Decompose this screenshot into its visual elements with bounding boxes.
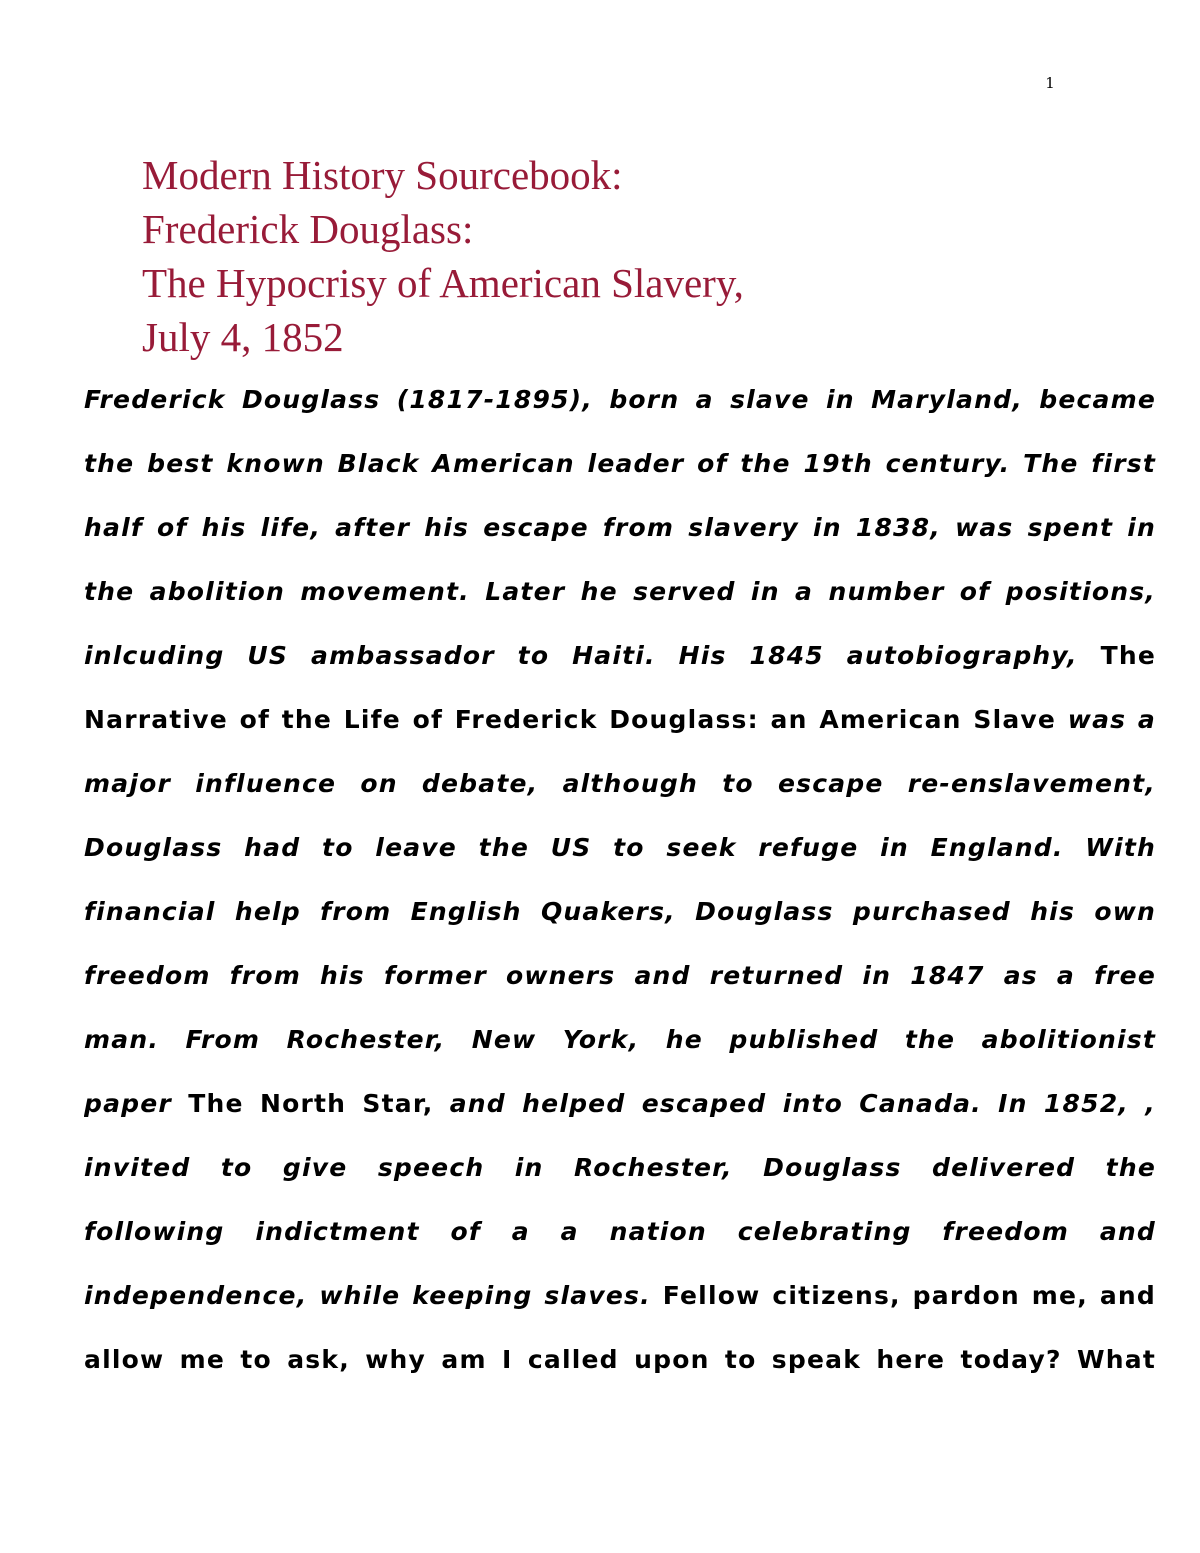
paragraph-line [84,1082,1156,1146]
upright-text: Narrative of the Life of Frederick Douglass: an American Slave [84,705,1057,734]
italic-text: man. From Rochester, New York, he published the abolitionist [84,1025,1156,1054]
intro-paragraph [84,378,1156,1402]
page-number: 1 [1045,74,1055,92]
italic-text: inlcuding US ambassador to Haiti. His 1845 autobiography, [84,641,1078,670]
italic-text: paper [84,1089,172,1118]
paragraph-line [84,698,1156,762]
paragraph-line [84,826,1156,890]
italic-text: Frederick Douglass (1817-1895), born a slave in Maryland, became [84,385,1156,414]
upright-text: The North Star, [171,1089,434,1118]
paragraph-line [84,378,1156,442]
italic-text: Douglass had to leave the US to seek refuge in England. With [84,833,1156,862]
italic-text: freedom from his former owners and returned in 1847 as a free [84,961,1156,990]
italic-text: the best known Black American leader of the 19th century. The first [84,449,1156,478]
upright-text: Fellow citizens, pardon me, and [650,1281,1156,1310]
paragraph-line [84,634,1156,698]
italic-text: half of his life, after his escape from slavery in 1838, was spent in [84,513,1156,542]
paragraph-line [84,1146,1156,1210]
paragraph-line [84,762,1156,826]
paragraph-line [84,1338,1156,1402]
upright-text: allow me to ask, why am I called upon to speak here today? What [84,1345,1156,1374]
title-line: The Hypocrisy of American Slavery, [142,260,744,306]
document-title [142,148,1142,364]
italic-text: major influence on debate, although to escape re-enslavement, [84,769,1156,798]
paragraph-line [84,890,1156,954]
title-line: Modern History Sourcebook: [142,152,623,198]
title-line: July 4, 1852 [142,314,344,360]
italic-text: invited to give speech in Rochester, Douglass delivered the [84,1153,1156,1182]
italic-text: financial help from English Quakers, Douglass purchased his own [84,897,1156,926]
paragraph-line [84,1274,1156,1338]
italic-text: independence, while keeping slaves. [84,1281,651,1310]
paragraph-line [84,506,1156,570]
title-line: Frederick Douglass: [142,206,474,252]
italic-text: following indictment of a a nation celebrating freedom and [84,1217,1156,1246]
paragraph-line [84,954,1156,1018]
paragraph-line [84,442,1156,506]
italic-text: the abolition movement. Later he served in a number of positions, [84,577,1156,606]
paragraph-line [84,1018,1156,1082]
paragraph-line [84,570,1156,634]
upright-text: The [1077,641,1156,670]
italic-text: was a [1056,705,1156,734]
italic-text: and helped escaped into Canada. In 1852, , [433,1089,1156,1118]
paragraph-line [84,1210,1156,1274]
